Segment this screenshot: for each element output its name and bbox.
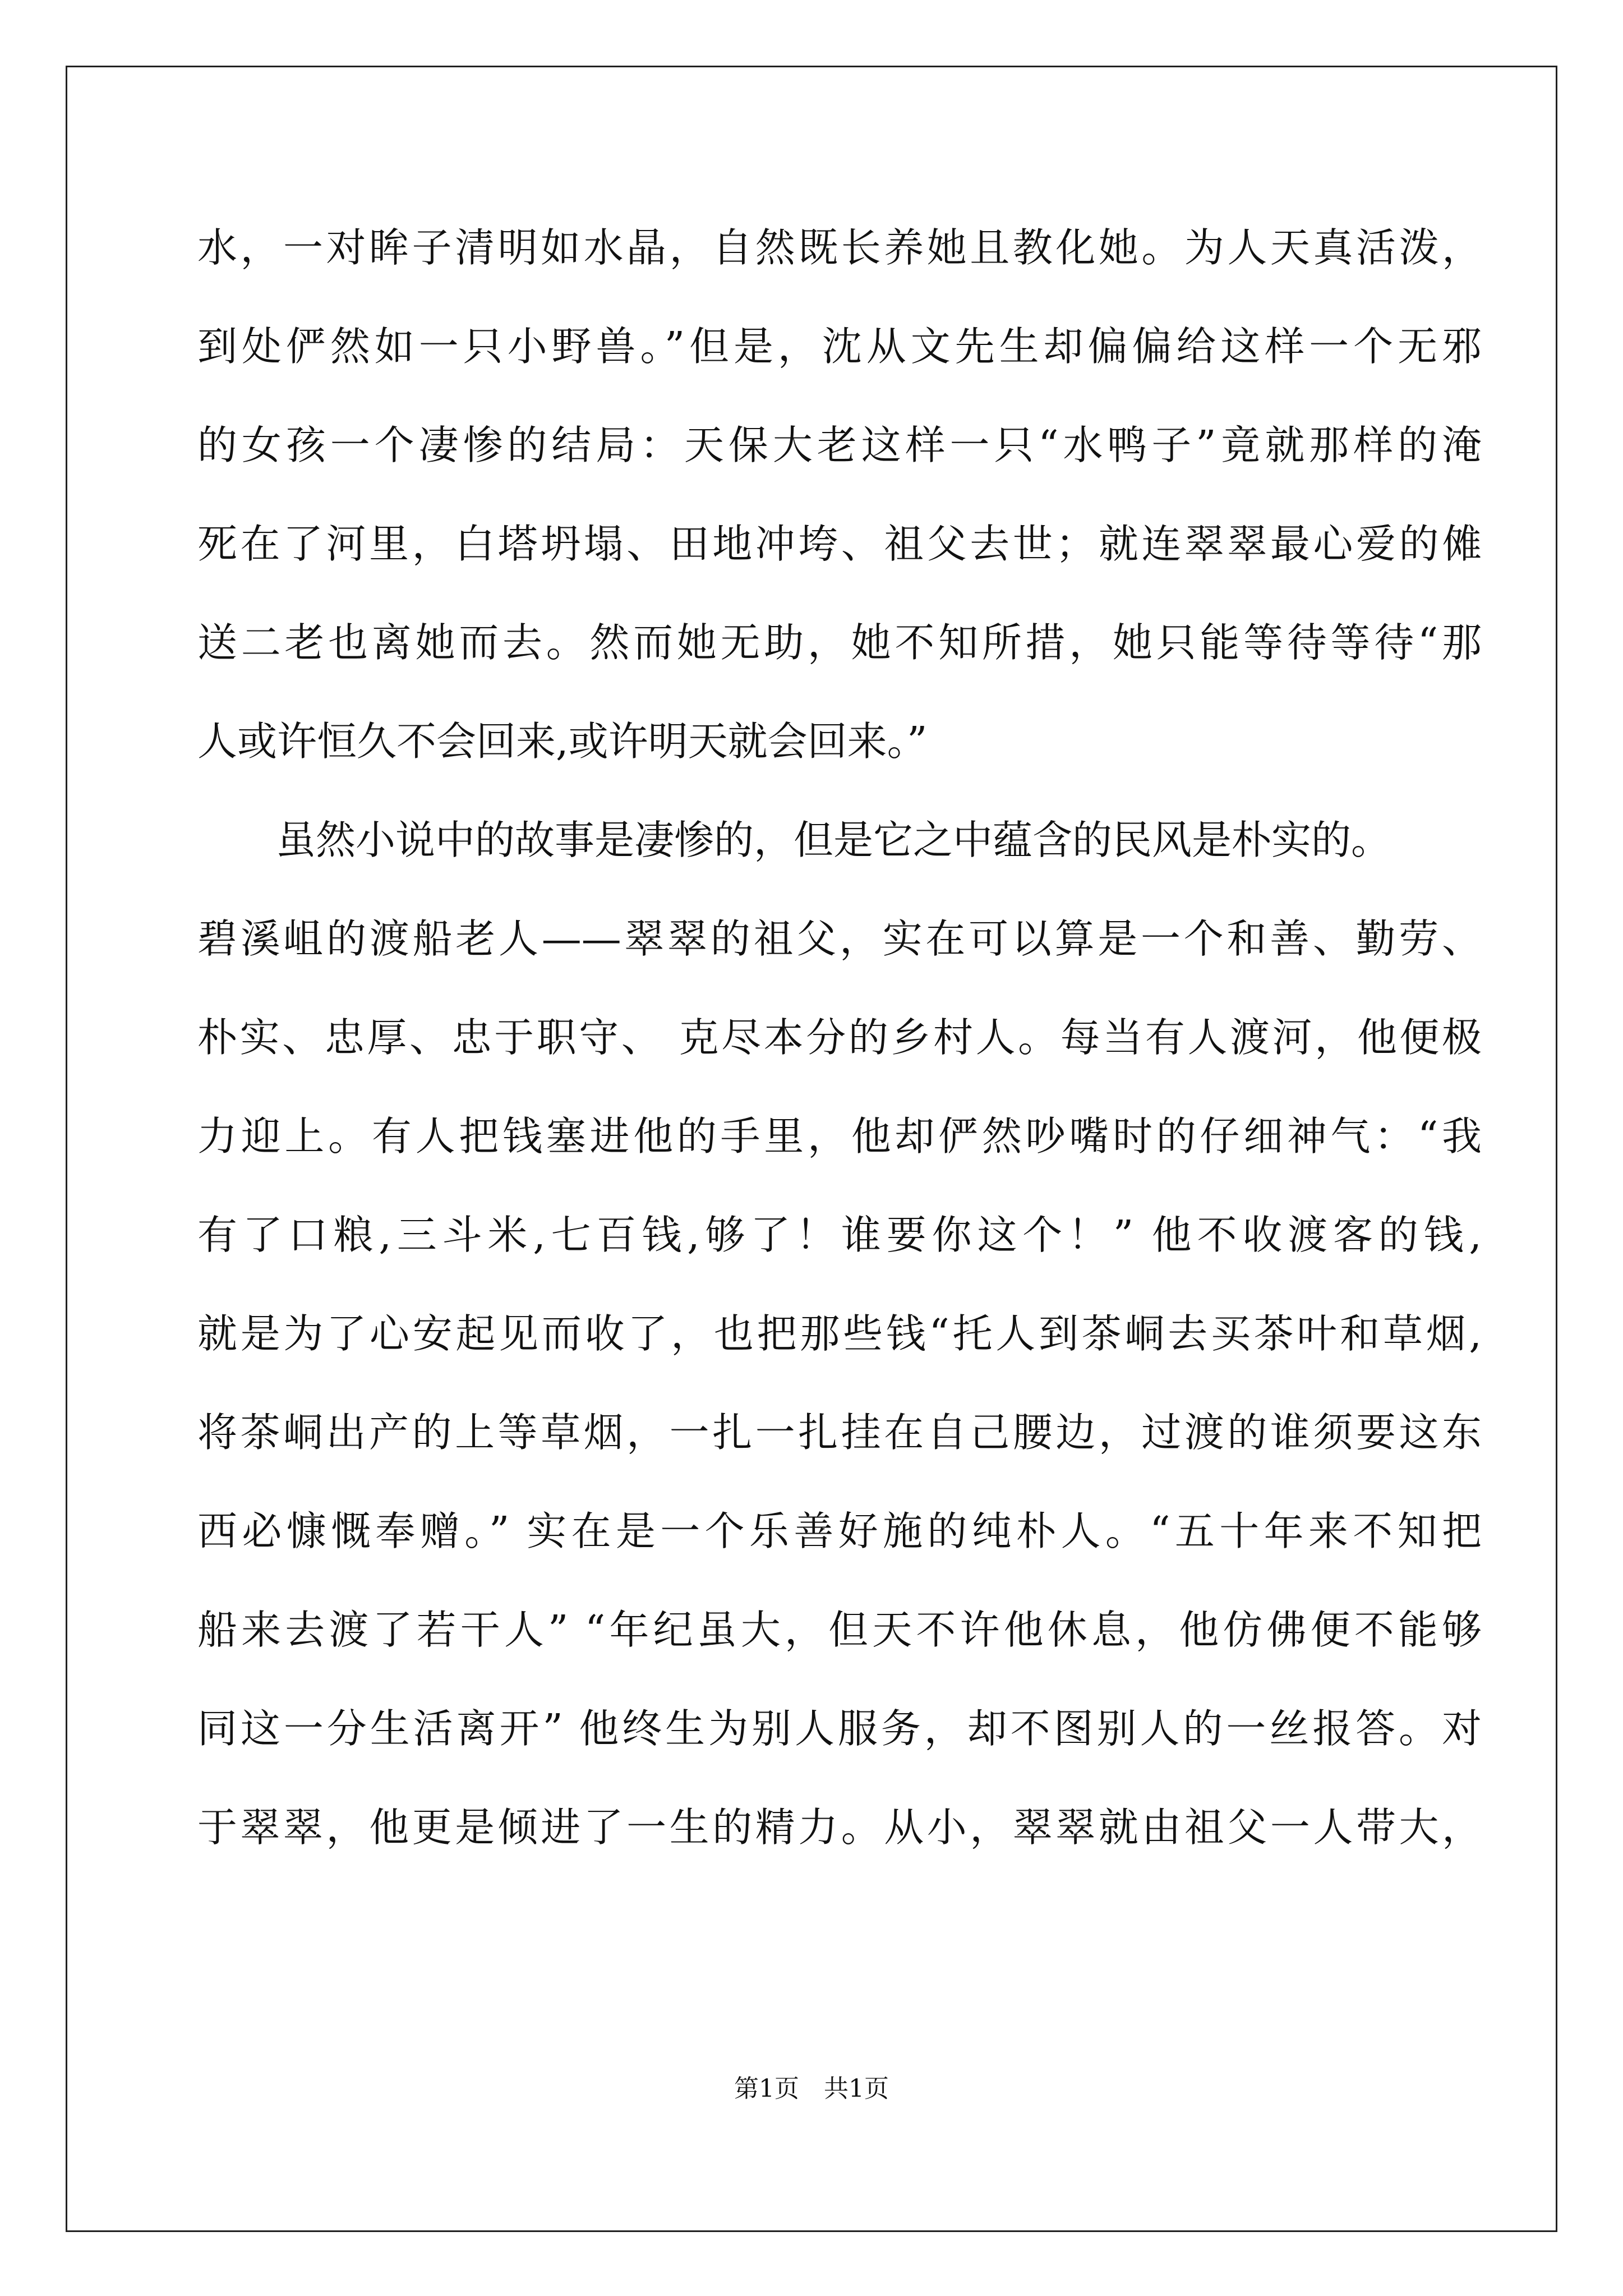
document-body <box>197 220 1482 1898</box>
text-line: 将茶峒出产的上等草烟，一扎一扎挂在自己腰边，过渡的谁须要这东 <box>197 1409 1482 1456</box>
text-line: 送二老也离她而去。然而她无助，她不知所措，她只能等待等待“那 <box>197 619 1482 666</box>
text-line: 就是为了心安起见而收了，也把那些钱“托人到茶峒去买茶叶和草烟, <box>197 1310 1482 1357</box>
text-line: 朴实、忠厚、忠于职守、 克尽本分的乡村人。每当有人渡河，他便极 <box>197 1014 1482 1061</box>
page-number-footer: 第1页 共1页 <box>734 2074 889 2103</box>
text-line: 有了口粮,三斗米,七百钱,够了！谁要你这个！” 他不收渡客的钱, <box>197 1212 1482 1258</box>
text-line: 西必慷慨奉赠。” 实在是一个乐善好施的纯朴人。“五十年来不知把 <box>197 1508 1482 1554</box>
text-line: 到处俨然如一只小野兽。”但是，沈从文先生却偏偏给这样一个无邪 <box>197 323 1482 370</box>
text-line: 船来去渡了若干人” “年纪虽大，但天不许他休息，他仿佛便不能够 <box>197 1607 1482 1653</box>
text-line: 碧溪岨的渡船老人——翠翠的祖父，实在可以算是一个和善、勤劳、 <box>197 915 1482 962</box>
text-line: 水，一对眸子清明如水晶，自然既长养她且教化她。为人天真活泼， <box>197 224 1482 271</box>
text-line: 人或许恒久不会回来,或许明天就会回来。” <box>197 718 928 765</box>
text-line: 力迎上。有人把钱塞进他的手里，他却俨然吵嘴时的仔细神气：“我 <box>197 1113 1482 1159</box>
paragraph-first-line: 虽然小说中的故事是凄惨的，但是它之中蕴含的民风是朴实的。 <box>276 817 1391 863</box>
text-line: 死在了河里，白塔坍塌、田地冲垮、祖父去世；就连翠翠最心爱的傩 <box>197 521 1482 567</box>
text-line: 同这一分生活离开” 他终生为别人服务，却不图别人的一丝报答。对 <box>197 1705 1482 1752</box>
text-line: 于翠翠，他更是倾进了一生的精力。从小，翠翠就由祖父一人带大， <box>197 1804 1482 1851</box>
text-line: 的女孩一个凄惨的结局：天保大老这样一只“水鸭子”竟就那样的淹 <box>197 422 1482 468</box>
